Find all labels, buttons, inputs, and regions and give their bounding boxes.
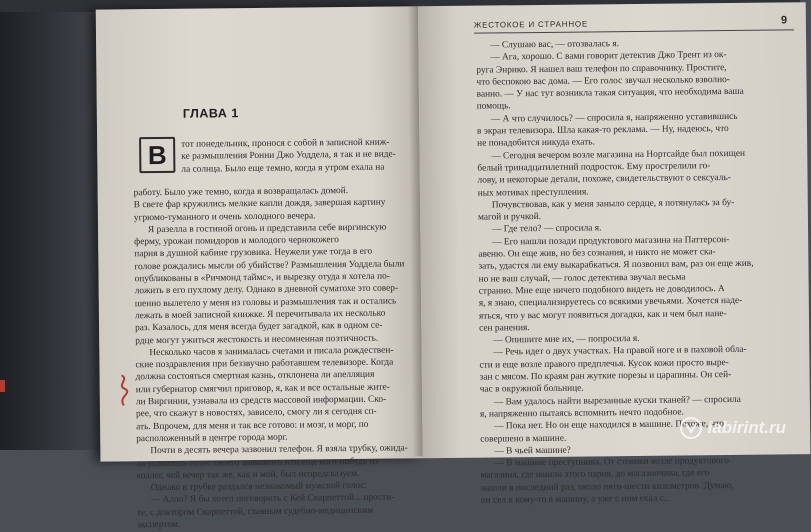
right-page bbox=[418, 2, 811, 506]
text-line: яться, что у вас могут появиться догадки, как и чем был нане- bbox=[478, 308, 727, 322]
watermark bbox=[679, 416, 786, 440]
left-opening-lines bbox=[181, 136, 417, 175]
left-body-text bbox=[134, 184, 422, 531]
text-line: работу. Было уже темно, когда я возвращалась домой. bbox=[133, 186, 349, 199]
text-line: голове рождались мысли об убийстве? Размышления Уоддела были bbox=[134, 259, 405, 273]
text-line: магой и ручкой. bbox=[477, 212, 542, 223]
text-line: шенно вылетело у меня из головы и размышления так и остались bbox=[134, 296, 397, 309]
text-line: час в окружной больнице. bbox=[479, 383, 584, 395]
text-line: — В чьей машине? bbox=[494, 445, 571, 457]
text-line: тот понедельник, пронося с собой в записной книж- bbox=[181, 137, 390, 150]
text-line: угрюмо-туманного и очень холодного вечера. bbox=[133, 210, 316, 223]
text-line: что беспокою вас дома. — Его голос звучал несколько взволно- bbox=[476, 74, 730, 88]
text-line: он сел к кому-то в машину, а уже с ним ехал с... bbox=[480, 493, 671, 506]
text-line: экспертом. bbox=[137, 519, 181, 531]
text-line: ферму, урожаи помидоров и молодого чернокожего bbox=[134, 235, 339, 248]
text-line: — Вам удалось найти вырезанные куски тканей? — спросила bbox=[493, 394, 741, 408]
text-line: ли Виргинии, узнавала из средств массовой информации. Ско- bbox=[135, 394, 387, 408]
text-line: — Слушаю вас, — отозвалась я. bbox=[490, 39, 620, 51]
labirint-logo-icon bbox=[679, 416, 703, 440]
text-line: лежать в моей записной книжке. Я перечитывала их несколько bbox=[134, 308, 386, 322]
text-line: сти и еще возле правого предплечья. Кусок кожи просто выре- bbox=[479, 357, 729, 371]
text-line: зать, удастся ли ему выкарабкаться. Я позвонил вам, раз он еще жив, bbox=[478, 259, 754, 272]
text-line: расположенный в центре города морг. bbox=[136, 432, 288, 445]
text-line: зан с мясом. По краям ран жуткие порезы и царапины. Он сей- bbox=[479, 370, 732, 383]
text-line: — Сегодня вечером возле магазина на Нортсайде был похищен bbox=[491, 148, 746, 162]
text-line: ла услышать голос своего знакомого или еще кого-нибудь из bbox=[136, 456, 379, 469]
text-line: — Пока нет. Но он еще находился в машине. Похоже, что bbox=[494, 419, 724, 432]
text-line: Почти в десять вечера зазвонил телефон. Я взяла трубку, ожида- bbox=[150, 443, 408, 457]
text-line: странно. Мне еще ничего подобного видеть не доводилось. А bbox=[478, 284, 725, 297]
text-line: Несколько часов я занималась счетами и писала рождествен- bbox=[149, 345, 394, 358]
red-bookmark-edge bbox=[0, 380, 5, 392]
text-line: или губернатор смягчил приговор, я, как и все остальные жите- bbox=[135, 382, 390, 395]
text-line: — Его нашли позади продуктового магазина на Паттерсон- bbox=[492, 234, 730, 248]
text-line: сен ранения. bbox=[479, 322, 530, 334]
text-line: — Алло? Я бы хотел поговорить с Кей Скарпеттой... прости- bbox=[150, 492, 395, 506]
text-line: я, напряженно пытаясь вспомнить нечто подобное. bbox=[479, 407, 684, 420]
text-line: ложить в его пухлому делу. Однако в дневной суматохе это совер- bbox=[134, 283, 399, 297]
text-line: парня в душной кабине грузовика. Неужели уже тогда в его bbox=[134, 247, 373, 260]
text-line: белый тринадцатилетний подросток. Ему прострелили го- bbox=[477, 161, 711, 174]
text-line: — Речь идет о двух участках. На правой ноге и в паховой обла- bbox=[493, 345, 747, 358]
text-line: должна состояться смертная казнь, отклонена ли апелляция bbox=[135, 370, 375, 383]
text-line: ванно. — У нас тут возникла такая ситуация, что необходима ваша bbox=[476, 87, 744, 100]
text-line: ных мотивах преступления. bbox=[477, 187, 589, 199]
book-spread bbox=[86, 0, 803, 531]
text-line: помощь. bbox=[476, 101, 511, 113]
text-line: лову, и некоторые детали, похоже, свидетельствуют о сексуаль- bbox=[477, 173, 731, 186]
text-line: Почувствовав, как у меня заныло сердце, я потянулась за бу- bbox=[491, 197, 735, 211]
text-line: — Опишите мне их, — попросила я. bbox=[493, 334, 640, 346]
text-line: — В машине преступника. От стоянки возле продуктового bbox=[494, 456, 729, 469]
chapter-heading: ГЛАВА 1 bbox=[182, 106, 239, 121]
text-line: ла солнца. Было еще темно, когда я утром ехала на bbox=[181, 162, 385, 175]
running-header bbox=[474, 16, 794, 33]
text-line: — Где тело? — спросила я. bbox=[492, 223, 602, 235]
text-line: авеню. Он еще жив, но без сознания, и никто не может ска- bbox=[478, 247, 716, 260]
text-line: рее, что скажут в новостях, зависело, смогу ли я сегодня сп- bbox=[135, 407, 377, 420]
text-line: ке размышления Ронни Джо Уоддела, я так и не виде- bbox=[181, 149, 396, 163]
drop-cap bbox=[139, 137, 175, 173]
text-line: коллег, чей вечер так же, как и мой, был непредсказуем. bbox=[136, 468, 360, 482]
text-line: нашли в последний раз, около пяти-шести километров. Думаю, bbox=[480, 480, 734, 494]
text-line: те, с доктором Скарпеттой, главным судебно-медицинским bbox=[136, 505, 374, 518]
watermark-text: labirint.ru bbox=[707, 418, 786, 437]
bookmark-squiggle-icon bbox=[116, 373, 132, 407]
text-line: магазина, где нашли этого парня, до магазинчика, где его bbox=[480, 468, 710, 482]
text-line: руга Энрико. Я нашел ваш телефон по справочнику. Простите, bbox=[476, 62, 727, 76]
text-line: Я разелла в гостиной огонь и представила себе виргинскую bbox=[147, 222, 387, 235]
text-line: — А что случилось? — спросила я, напряженно уставившись bbox=[490, 111, 738, 125]
text-line: в экран телевизора. Шла какая-то реклама. — Ну, надеюсь, что bbox=[476, 124, 729, 137]
text-line: рдце могут ужиться жестокость и несомненная поэтичность. bbox=[135, 333, 379, 346]
text-line: — Ага, хорошо. С вами говорит детектив Джо Трент из ок- bbox=[490, 50, 727, 63]
text-line: Однако в трубке раздался незнакомый мужской голос: bbox=[150, 480, 368, 494]
text-line: В свете фар кружились мелкие капли дождя, завершая картину bbox=[133, 197, 386, 211]
text-line: не понадобится никуда ехать. bbox=[477, 137, 595, 150]
text-line: опубликованы в «Ричмонд таймс», и вырезку отуда я хотела по- bbox=[134, 271, 390, 285]
text-line: раз. Казалось, для меня всегда будет загадкой, как в одном се- bbox=[135, 320, 383, 334]
text-line: но не ваш случай, — голос детектива звучал весьма bbox=[478, 272, 686, 285]
text-line: ать. Впрочем, для меня и так все готово: и мозг, и морг, по bbox=[136, 419, 369, 432]
running-title: ЖЕСТОКОЕ И СТРАННОЕ bbox=[473, 19, 589, 30]
text-line: совершено в машине. bbox=[480, 433, 567, 445]
drop-cap-letter: В bbox=[147, 139, 167, 170]
left-page bbox=[96, 6, 423, 531]
text-line: я, я знаю, специализируетесь со всякими увечьями. Хочется наде- bbox=[478, 296, 743, 309]
page-number: 9 bbox=[780, 14, 788, 27]
text-line: ские поздравления при беззвучно работавшем телевизоре. Когда bbox=[135, 357, 394, 371]
